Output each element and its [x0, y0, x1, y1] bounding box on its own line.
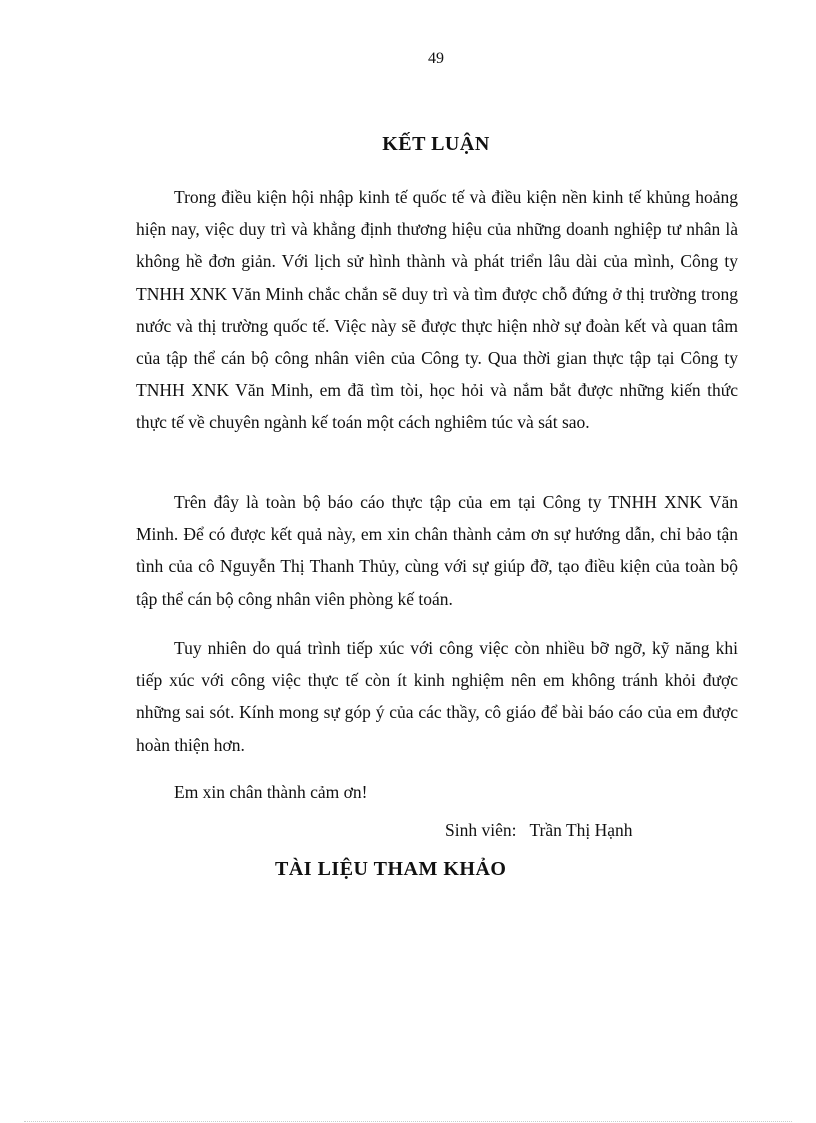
page-bottom-divider	[24, 1121, 792, 1122]
signature-block	[445, 818, 633, 842]
paragraph-text: Tuy nhiên do quá trình tiếp xúc với công việc còn nhiều bỡ ngỡ, kỹ năng khi tiếp xúc với công việc thực tế còn ít kinh nghiệm nên em không tránh khỏi được những sai sót. Kính mong sự góp ý của các thầy, cô giáo để bài báo cáo của em được hoàn thiện hơn.	[136, 638, 738, 755]
paragraph-text: Trong điều kiện hội nhập kinh tế quốc tế và điều kiện nền kinh tế khủng hoảng hiện nay, việc duy trì và khẳng định thương hiệu của những doanh nghiệp tư nhân là không hề đơn giản. Với lịch sử hình thành và phát triển lâu dài của mình, Công ty TNHH XNK Văn Minh chắc chắn sẽ duy trì và tìm được chỗ đứng ở thị trường trong nước và thị trường quốc tế. Việc này sẽ được thực hiện nhờ sự đoàn kết và quan tâm của tập thể cán bộ công nhân viên của Công ty. Qua thời gian thực tập tại Công ty TNHH XNK Văn Minh, em đã tìm tòi, học hỏi và nắm bắt được những kiến thức thực tế về chuyên ngành kế toán một cách nghiêm túc và sát sao.	[136, 187, 738, 433]
signature-label: Sinh viên:	[445, 820, 517, 840]
references-title: TÀI LIỆU THAM KHẢO	[275, 858, 507, 880]
conclusion-title: KẾT LUẬN	[382, 133, 490, 155]
page-number: 49	[428, 50, 444, 67]
signature-name: Trần Thị Hạnh	[529, 820, 633, 840]
paragraph-text: Trên đây là toàn bộ báo cáo thực tập của em tại Công ty TNHH XNK Văn Minh. Để có được kết quả này, em xin chân thành cảm ơn sự hướng dẫn, chỉ bảo tận tình của cô Nguyễn Thị Thanh Thủy, cùng với sự giúp đỡ, tạo điều kiện của toàn bộ tập thể cán bộ công nhân viên phòng kế toán.	[136, 492, 738, 609]
closing-thanks	[136, 776, 738, 808]
conclusion-paragraph-2	[136, 486, 738, 615]
paragraph-text: Em xin chân thành cảm ơn!	[174, 782, 368, 802]
conclusion-paragraph-3	[136, 632, 738, 761]
conclusion-paragraph-1	[136, 181, 738, 439]
